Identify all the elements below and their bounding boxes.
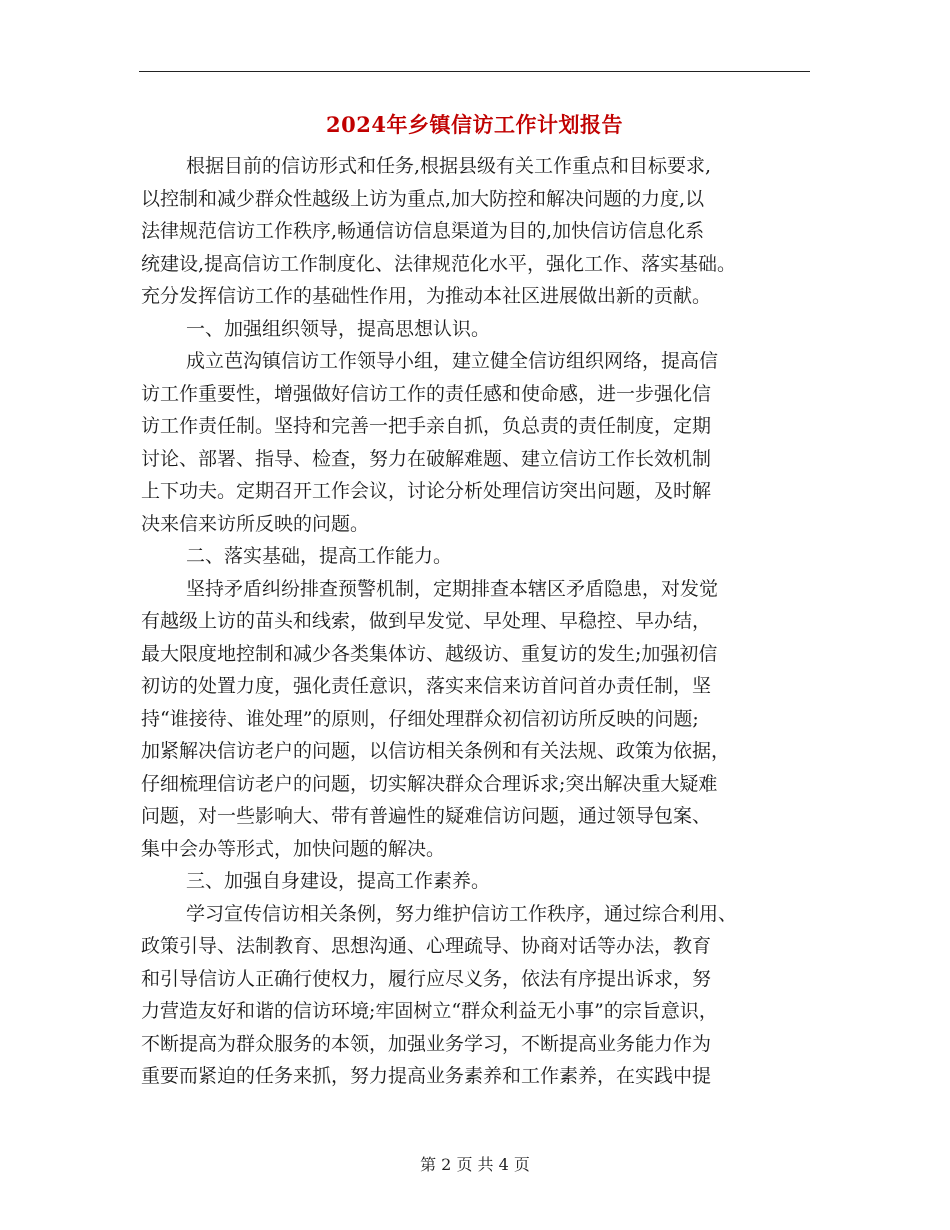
body-line: 上下功夫。定期召开工作会议，讨论分析处理信访突出问题，及时解 — [141, 480, 712, 502]
body-line: 有越级上访的苗头和线索，做到早发觉、早处理、早稳控、早办结， — [141, 610, 712, 632]
body-line: 访工作责任制。坚持和完善一把手亲自抓，负总责的责任制度，定期 — [141, 415, 712, 437]
body-line: 成立芭沟镇信访工作领导小组，建立健全信访组织网络，提高信 — [186, 350, 719, 372]
body-line: 坚持矛盾纠纷排查预警机制，定期排查本辖区矛盾隐患，对发觉 — [186, 577, 719, 600]
body-line: 以控制和减少群众性越级上访为重点,加大防控和解决问题的力度,以 — [141, 187, 705, 210]
body-line: 问题，对一些影响大、带有普遍性的疑难信访问题，通过领导包案、 — [141, 805, 712, 827]
body-line: 初访的处置力度，强化责任意识，落实来信来访首问首办责任制，坚 — [141, 675, 712, 697]
body-line: 持“谁接待、谁处理”的原则，仔细处理群众初信初访所反映的问题; — [141, 707, 699, 730]
document-body — [141, 150, 821, 1093]
body-line: 重要而紧迫的任务来抓，努力提高业务素养和工作素养，在实践中提 — [141, 1065, 712, 1087]
document-title: 2024年乡镇信访工作计划报告 — [326, 112, 623, 137]
body-line: 讨论、部署、指导、检查，努力在破解难题、建立信访工作长效机制 — [141, 447, 712, 470]
body-line: 力营造友好和谐的信访环境;牢固树立“群众利益无小事”的宗旨意识， — [141, 1000, 718, 1022]
body-line: 充分发挥信访工作的基础性作用，为推动本社区进展做出新的贡献。 — [141, 285, 712, 307]
body-line: 决来信来访所反映的问题。 — [141, 512, 370, 535]
body-line: 二、落实基础，提高工作能力。 — [186, 545, 453, 567]
body-line: 三、加强自身建设，提高工作素养。 — [186, 870, 491, 892]
body-line: 统建设,提高信访工作制度化、法律规范化水平，强化工作、落实基础。 — [141, 252, 737, 275]
body-line: 加紧解决信访老户的问题，以信访相关条例和有关法规、政策为依据， — [141, 740, 731, 762]
body-line: 和引导信访人正确行使权力，履行应尽义务，依法有序提出诉求，努 — [141, 967, 712, 990]
body-line: 政策引导、法制教育、思想沟通、心理疏导、协商对话等办法，教育 — [141, 935, 712, 957]
page-footer: 第 2 页 共 4 页 — [420, 1155, 530, 1174]
body-line: 最大限度地控制和减少各类集体访、越级访、重复访的发生;加强初信 — [141, 642, 718, 665]
body-line: 法律规范信访工作秩序,畅通信访信息渠道为目的,加快信访信息化系 — [141, 220, 705, 242]
body-line: 学习宣传信访相关条例，努力维护信访工作秩序，通过综合利用、 — [186, 902, 738, 925]
body-line: 仔细梳理信访老户的问题，切实解决群众合理诉求;突出解决重大疑难 — [141, 772, 718, 795]
header-rule — [139, 71, 810, 72]
body-line: 不断提高为群众服务的本领，加强业务学习，不断提高业务能力作为 — [141, 1032, 712, 1055]
body-line: 根据目前的信访形式和任务,根据县级有关工作重点和目标要求, — [186, 155, 712, 177]
body-line: 一、加强组织领导，提高思想认识。 — [186, 317, 491, 340]
body-line: 集中会办等形式，加快问题的解决。 — [141, 837, 446, 860]
body-line: 访工作重要性，增强做好信访工作的责任感和使命感，进一步强化信 — [141, 382, 712, 405]
